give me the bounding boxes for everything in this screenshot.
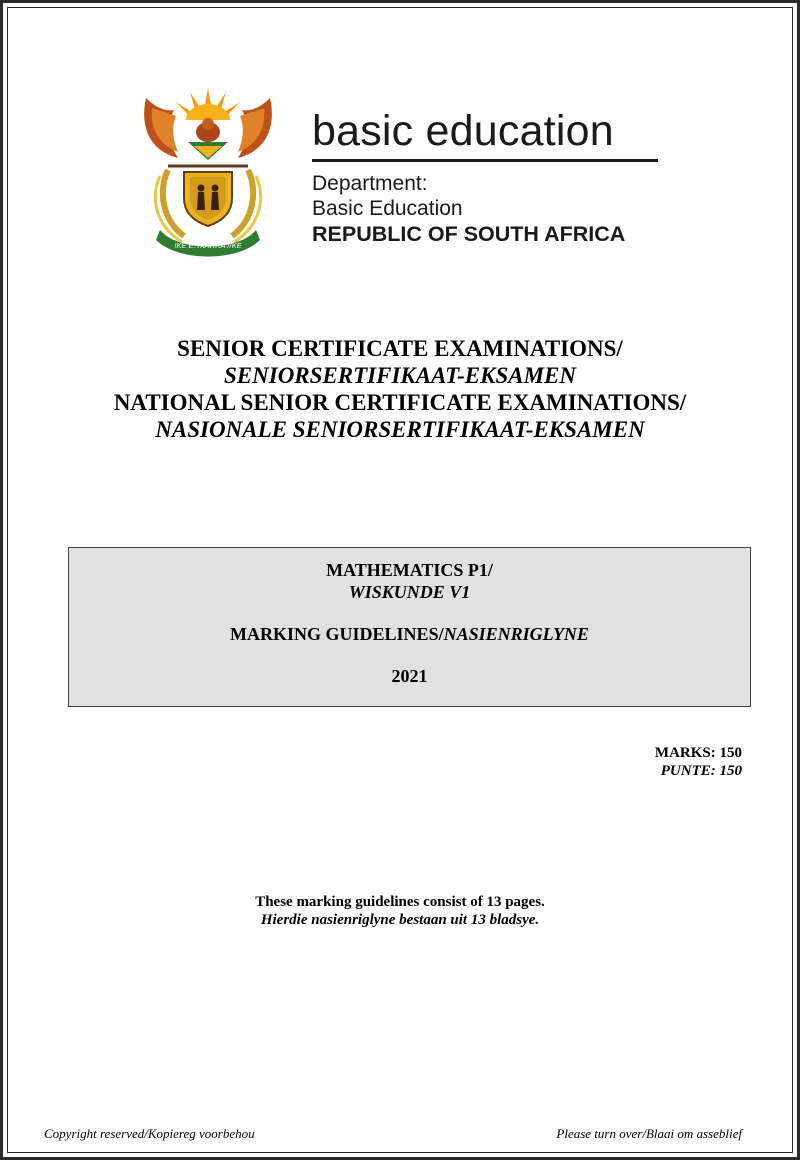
- brand-country: REPUBLIC OF SOUTH AFRICA: [312, 222, 626, 246]
- marks-block: [655, 744, 742, 780]
- brand-department-name: Basic Education: [312, 197, 463, 220]
- guidelines-title-af: NASIENRIGLYNE: [443, 624, 589, 644]
- brand-title: basic education: [312, 107, 614, 155]
- brand-divider: [312, 159, 658, 162]
- subject-name-af: WISKUNDE V1: [348, 582, 471, 602]
- exam-heading: [0, 335, 800, 443]
- footer-turn-over: Please turn over/Blaai om asseblief: [556, 1126, 742, 1141]
- secretary-bird-icon: [188, 118, 228, 160]
- subject-box: [68, 547, 751, 707]
- national-exam-title-en: NATIONAL SENIOR CERTIFICATE EXAMINATIONS/: [113, 390, 687, 415]
- coat-of-arms-logo: [138, 80, 278, 258]
- footer-copyright: Copyright reserved/Kopiereg voorbehou: [44, 1126, 255, 1141]
- page-count-note: [0, 893, 800, 929]
- exam-year: 2021: [391, 666, 428, 686]
- motto-text: !KE E: /XARRA //KE: [174, 241, 242, 250]
- brand-department-label: Department:: [312, 172, 428, 195]
- rising-sun-icon: [176, 88, 240, 120]
- national-exam-title-af: NASIONALE SENIORSERTIFIKAAT-EKSAMEN: [155, 417, 645, 442]
- exam-title-en: SENIOR CERTIFICATE EXAMINATIONS/: [177, 336, 623, 361]
- marks-af: PUNTE: 150: [660, 763, 742, 779]
- subject-name-en: MATHEMATICS P1/: [326, 560, 493, 580]
- page-count-af: Hierdie nasienriglyne bestaan uit 13 bladsye.: [260, 912, 540, 928]
- department-branding: [312, 106, 658, 247]
- shield-icon: [184, 172, 232, 226]
- guidelines-title: [69, 623, 750, 645]
- page-count-en: These marking guidelines consist of 13 pages.: [255, 894, 545, 910]
- exam-title-af: SENIORSERTIFIKAAT-EKSAMEN: [224, 363, 576, 388]
- marks-en: MARKS: 150: [654, 745, 742, 761]
- guidelines-title-en: MARKING GUIDELINES/: [230, 624, 444, 644]
